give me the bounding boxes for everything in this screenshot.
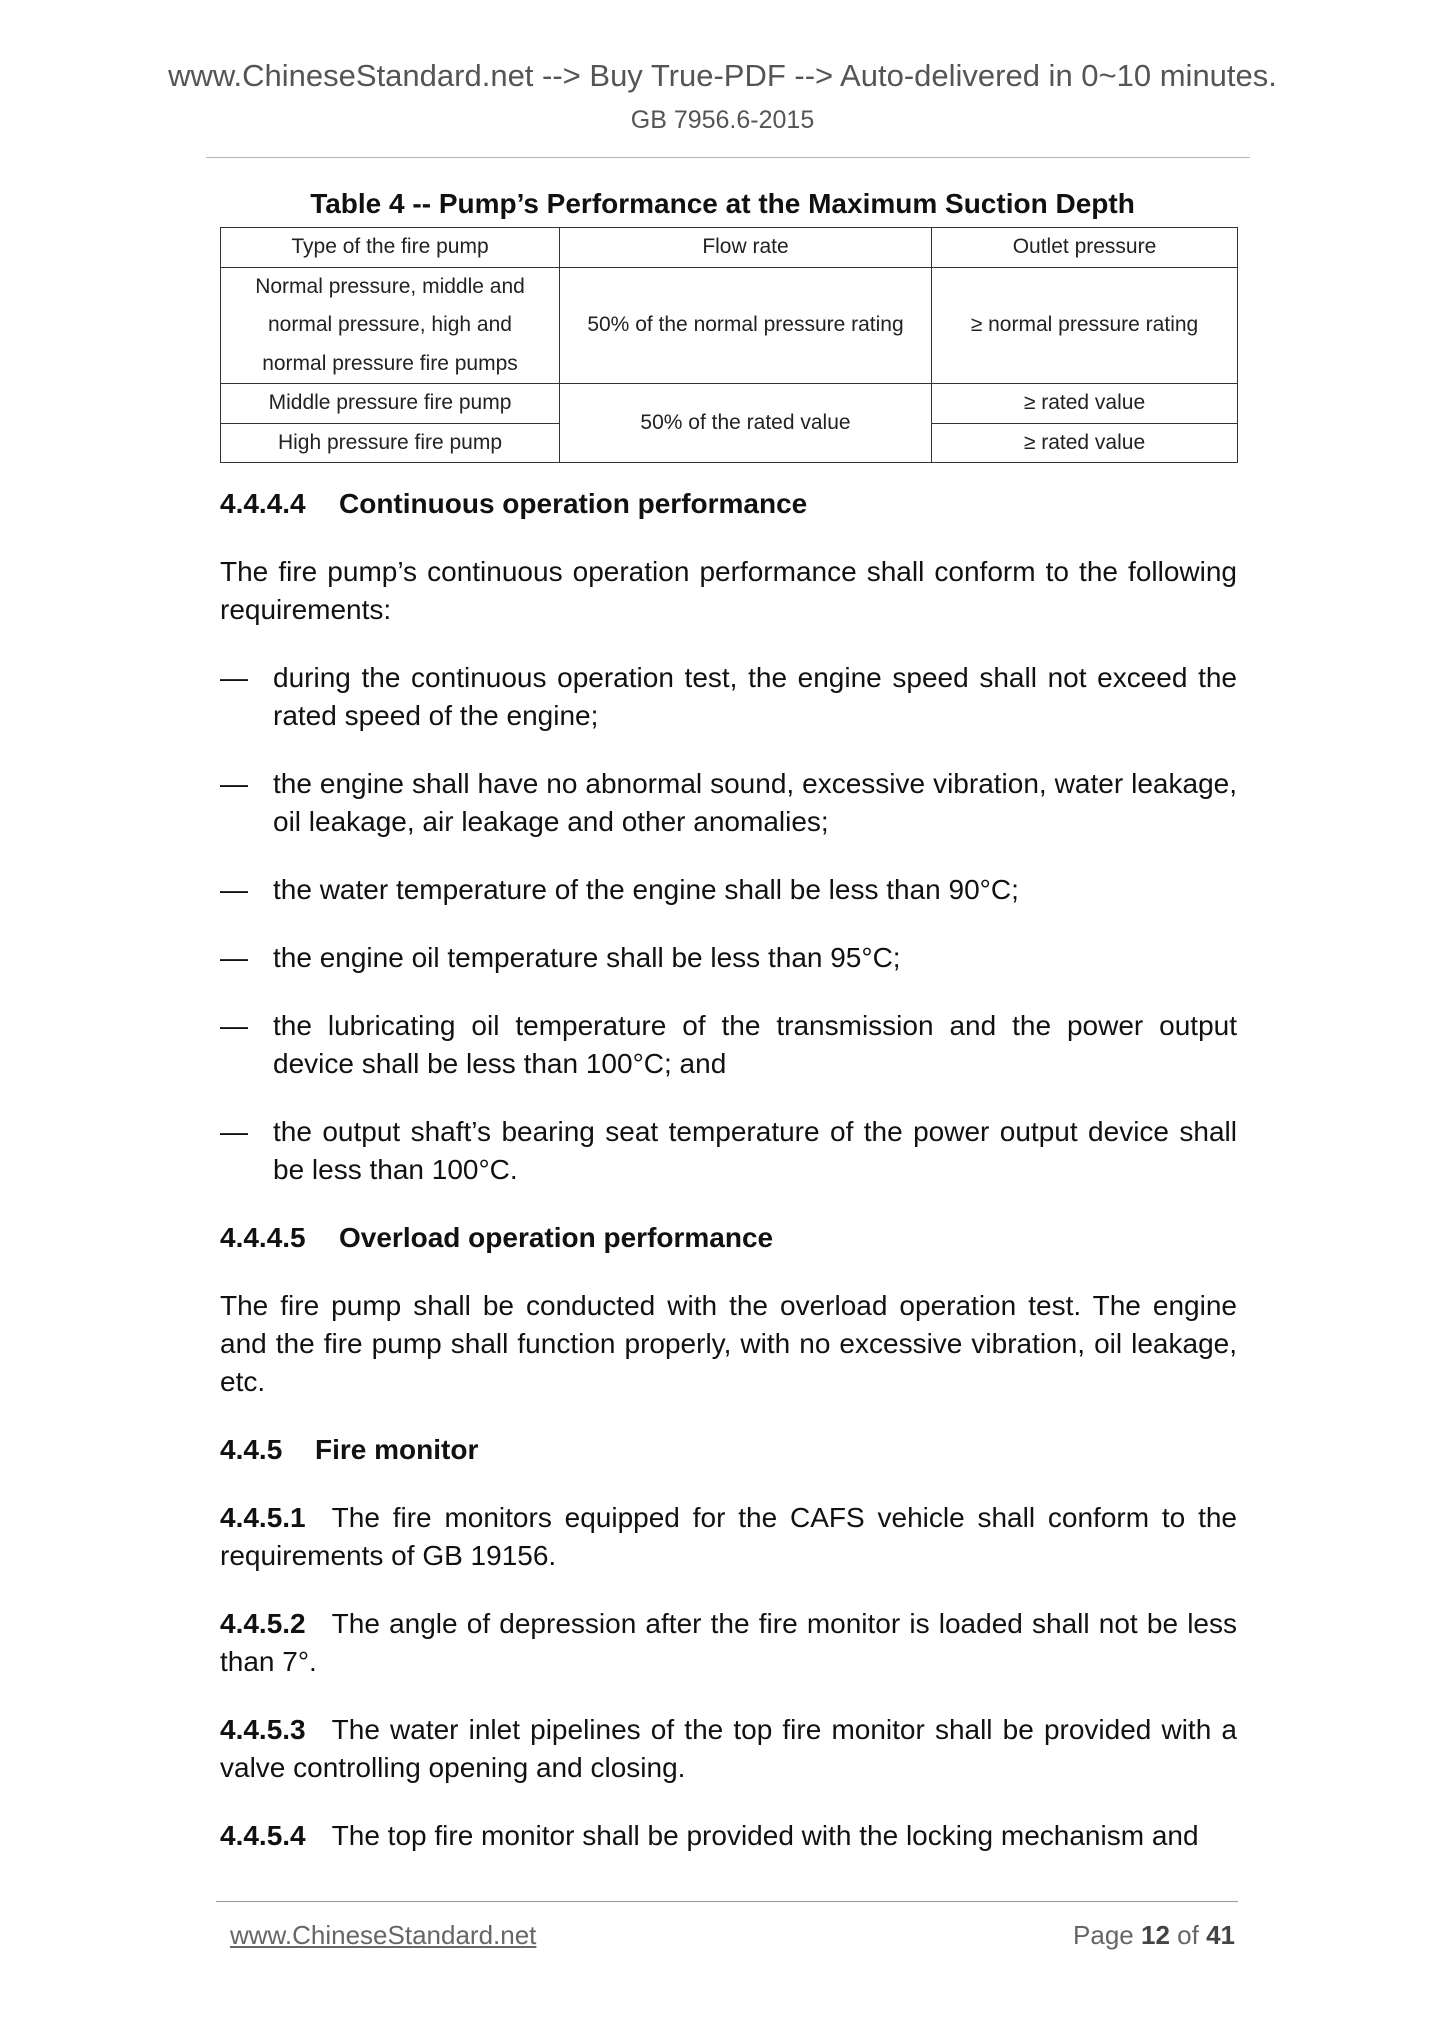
dash-marker: —	[220, 662, 248, 693]
header-outlet: Outlet pressure	[932, 228, 1238, 268]
list-item	[220, 1113, 1237, 1189]
section-title: Fire monitor	[315, 1434, 479, 1465]
table-row	[221, 267, 1238, 384]
clause-text: The water inlet pipelines of the top fire monitor shall be provided with a valve controlling opening and closing.	[220, 1714, 1237, 1783]
dash-marker: —	[220, 874, 248, 905]
cell-type-normal	[221, 267, 560, 384]
clause-text: The fire monitors equipped for the CAFS vehicle shall conform to the requirements of GB 19156.	[220, 1502, 1237, 1571]
list-item-text: the engine oil temperature shall be less than 95°C;	[273, 942, 901, 973]
footer-site-link[interactable]: www.ChineseStandard.net	[230, 1920, 537, 1950]
section-number: 4.4.4.4	[220, 488, 306, 519]
dash-marker: —	[220, 768, 248, 799]
cell-outlet-middle: ≥ rated value	[932, 384, 1238, 424]
page-total: 41	[1206, 1920, 1235, 1950]
clause-4452	[220, 1605, 1237, 1681]
cell-type-normal-line3: normal pressure fire pumps	[262, 351, 518, 375]
paragraph-intro: The fire pump’s continuous operation performance shall conform to the following requirements:	[220, 556, 1237, 625]
footer-divider	[216, 1901, 1238, 1902]
table-header-row	[221, 228, 1238, 268]
clause-number: 4.4.5.4	[220, 1820, 306, 1851]
document-code: GB 7956.6-2015	[630, 106, 815, 134]
section-heading-445	[220, 1431, 1237, 1469]
dash-marker: —	[220, 1116, 248, 1147]
cell-flow-normal: 50% of the normal pressure rating	[560, 267, 932, 384]
list-item-text: the lubricating oil temperature of the transmission and the power output device shall be less than 100°C; and	[273, 1010, 1237, 1079]
cell-outlet-high: ≥ rated value	[932, 423, 1238, 463]
cell-outlet-normal: ≥ normal pressure rating	[932, 267, 1238, 384]
cell-type-normal-line2: normal pressure, high and	[268, 313, 512, 336]
clause-4454	[220, 1817, 1237, 1855]
list-item-text: the water temperature of the engine shall be less than 90°C;	[273, 874, 1019, 905]
list-item-text: the output shaft’s bearing seat temperature of the power output device shall be less than 100°C.	[273, 1116, 1237, 1185]
body-content	[220, 485, 1237, 1885]
clause-4453	[220, 1711, 1237, 1787]
clause-text: The top fire monitor shall be provided with the locking mechanism and	[331, 1820, 1199, 1851]
table-title: Table 4 -- Pump’s Performance at the Maximum Suction Depth	[310, 188, 1135, 219]
list-item	[220, 871, 1237, 909]
dash-marker: —	[220, 1010, 248, 1041]
clause-4451	[220, 1499, 1237, 1575]
of-word: of	[1177, 1920, 1199, 1950]
dash-marker: —	[220, 942, 248, 973]
list-item	[220, 1007, 1237, 1083]
page-word: Page	[1073, 1920, 1134, 1950]
header-banner: www.ChineseStandard.net --> Buy True-PDF --> Auto-delivered in 0~10 minutes.	[168, 58, 1277, 93]
clause-text: The angle of depression after the fire monitor is loaded shall not be less than 7°.	[220, 1608, 1237, 1677]
clause-number: 4.4.5.1	[220, 1502, 306, 1533]
section-number: 4.4.5	[220, 1434, 283, 1465]
cell-flow-rated: 50% of the rated value	[560, 384, 932, 463]
list-item	[220, 939, 1237, 977]
cell-type-middle: Middle pressure fire pump	[221, 384, 560, 424]
clause-number: 4.4.5.2	[220, 1608, 306, 1639]
paragraph-overload: The fire pump shall be conducted with the overload operation test. The engine and the fire pump shall function properly, with no excessive vibration, oil leakage, etc.	[220, 1290, 1237, 1397]
table-row	[221, 384, 1238, 424]
performance-table	[220, 227, 1238, 463]
header-divider	[206, 157, 1250, 158]
list-item	[220, 659, 1237, 735]
section-title: Continuous operation performance	[339, 488, 808, 519]
section-heading-4445	[220, 1219, 1237, 1257]
page-indicator	[1073, 1920, 1235, 1951]
list-item-text: during the continuous operation test, the engine speed shall not exceed the rated speed of the engine;	[273, 662, 1237, 731]
section-heading-4444	[220, 485, 1237, 523]
list-item-text: the engine shall have no abnormal sound, excessive vibration, water leakage, oil leakage, air leakage and other anomalies;	[273, 768, 1237, 837]
list-item	[220, 765, 1237, 841]
cell-type-high: High pressure fire pump	[221, 423, 560, 463]
section-number: 4.4.4.5	[220, 1222, 306, 1253]
header-flow: Flow rate	[560, 228, 932, 268]
clause-number: 4.4.5.3	[220, 1714, 306, 1745]
cell-type-normal-line1: Normal pressure, middle and	[255, 274, 525, 298]
page-number: 12	[1141, 1920, 1170, 1950]
section-title: Overload operation performance	[339, 1222, 774, 1253]
header-type: Type of the fire pump	[221, 228, 560, 268]
